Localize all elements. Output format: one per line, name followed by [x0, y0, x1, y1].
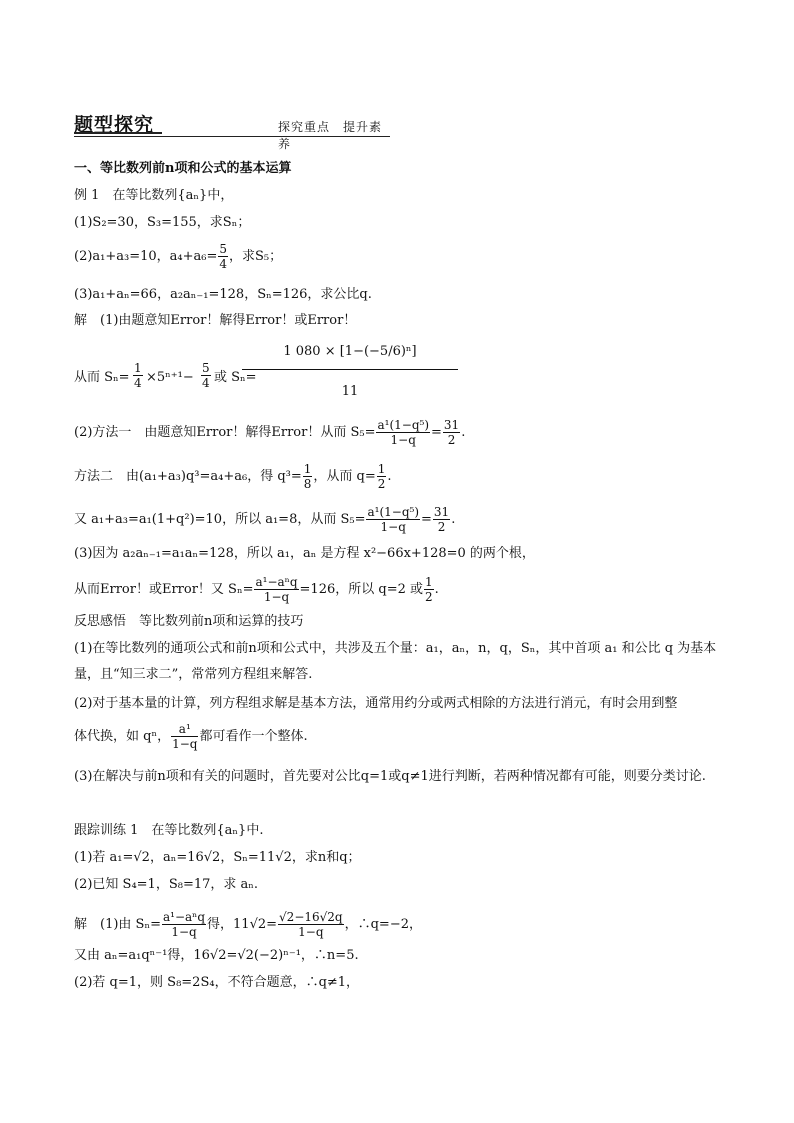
section-heading: 一、等比数列前n项和公式的基本运算	[74, 161, 292, 176]
solution-3: (2)方法一 由题意知Error！解得Error！从而 S₅= $\frac{\text{a¹(1−q⁵)}}{1-q}$ = $\frac{31}{2}$ .	[74, 418, 466, 447]
training-label: 跟踪训练 1 在等比数列{aₙ}中.	[74, 823, 264, 838]
reflection-p2a: (2)对于基本量的计算，列方程组求解是基本方法，通常用约分或两式相除的方法进行消元，有时会用到整	[74, 696, 678, 711]
training-solution-2: 又由 aₙ=a₁qⁿ⁻¹得，16√2=√2(−2)ⁿ⁻¹，∴n=5.	[74, 948, 359, 963]
training-solution-3: (2)若 q=1，则 S₈=2S₄，不符合题意，∴q≠1，	[74, 975, 360, 990]
fraction: $\frac{1}{8}$	[303, 462, 312, 491]
example-label: 例 1 在等比数列{aₙ}中，	[74, 188, 234, 203]
fraction: $\frac{\text{a¹}}{1-q}$	[172, 722, 198, 751]
fraction: $\frac{\text{a¹(1−q⁵)}}{1-q}$	[377, 418, 429, 447]
fraction: $\frac{1}{2}$	[377, 462, 386, 491]
section-subtitle: 探究重点 提升素养	[278, 120, 383, 151]
solution-1: 解 (1)由题意知Error！解得Error！或Error！	[74, 313, 357, 328]
fraction: $\frac{\text{a¹−aⁿq}}{1-q}$	[255, 575, 298, 604]
fraction: $\frac{\text{a¹−aⁿq}}{1-q}$	[162, 910, 206, 939]
example-q3: (3)a₁+aₙ=66，a₂aₙ₋₁=128，Sₙ=126，求公比q.	[74, 287, 372, 302]
training-q2: (2)已知 S₄=1，S₈=17，求 aₙ.	[74, 877, 259, 892]
solution-4: 方法二 由(a₁+a₃)q³=a₄+a₆，得 q³= $\frac{1}{8}$ ，从而 q= $\frac{1}{2}$ .	[74, 462, 392, 491]
solution-5: 又 a₁+a₃=a₁(1+q²)=10，所以 a₁=8，从而 S₅= $\frac{\text{a¹(1−q⁵)}}{1-q}$ = $\frac{31}{2}$ .	[74, 505, 456, 534]
training-q1: (1)若 a₁=√2，aₙ=16√2，Sₙ=11√2，求n和q；	[74, 850, 361, 865]
reflection-p2b: 体代换，如 qⁿ， $\frac{\text{a¹}}{1-q}$ 都可看作一个整体.	[74, 722, 308, 751]
reflection-heading: 反思感悟 等比数列前n项和运算的技巧	[74, 614, 304, 629]
training-solution-1: 解 (1)由 Sₙ= $\frac{\text{a¹−aⁿq}}{1-q}$ 得，11√2= $\frac{√2-16√2q}{1-q}$ ，∴q=−2，	[74, 910, 422, 939]
fraction: $\frac{\text{a¹(1−q⁵)}}{1-q}$	[367, 505, 419, 534]
title-underline	[74, 132, 162, 134]
solution-7: 从而Error！或Error！又 Sₙ= $\frac{\text{a¹−aⁿq}}{1-q}$ =126，所以 q=2 或 $\frac{1}{2}$ .	[74, 575, 439, 604]
example-q2: (2)a₁+a₃=10，a₄+a₆= $\frac{5}{4}$ ，求S₅；	[74, 242, 283, 271]
fraction: $\frac{1}{2}$	[425, 575, 433, 604]
fraction: $\frac{31}{2}$	[433, 505, 450, 534]
reflection-p3: (3)在解决与前n项和有关的问题时，首先要对公比q=1或q≠1进行判断，若两种情况都有可能，则要分类讨论.	[74, 769, 706, 784]
fraction: $\frac{1}{4}$	[134, 361, 142, 390]
section-header	[74, 110, 390, 151]
fraction: $\frac{5}{4}$	[202, 361, 210, 390]
fraction: $\frac{31}{2}$	[443, 418, 460, 447]
solution-6: (3)因为 a₂aₙ₋₁=a₁aₙ=128，所以 a₁，aₙ 是方程 x²−66x+128=0 的两个根，	[74, 546, 535, 561]
fraction: $\frac{5}{4}$	[219, 242, 228, 271]
reflection-p1: (1)在等比数列的通项公式和前n项和公式中，共涉及五个量：a₁，aₙ，n，q，Sₙ，其中首项 a₁ 和公比 q 为基本量，且“知三求二”，常常列方程组来解答.	[74, 641, 717, 682]
section-title: 题型探究	[74, 114, 155, 136]
fraction: $\frac{√2-16√2q}{1-q}$	[279, 910, 343, 939]
example-q1: (1)S₂=30，S₃=155，求Sₙ；	[74, 215, 251, 230]
